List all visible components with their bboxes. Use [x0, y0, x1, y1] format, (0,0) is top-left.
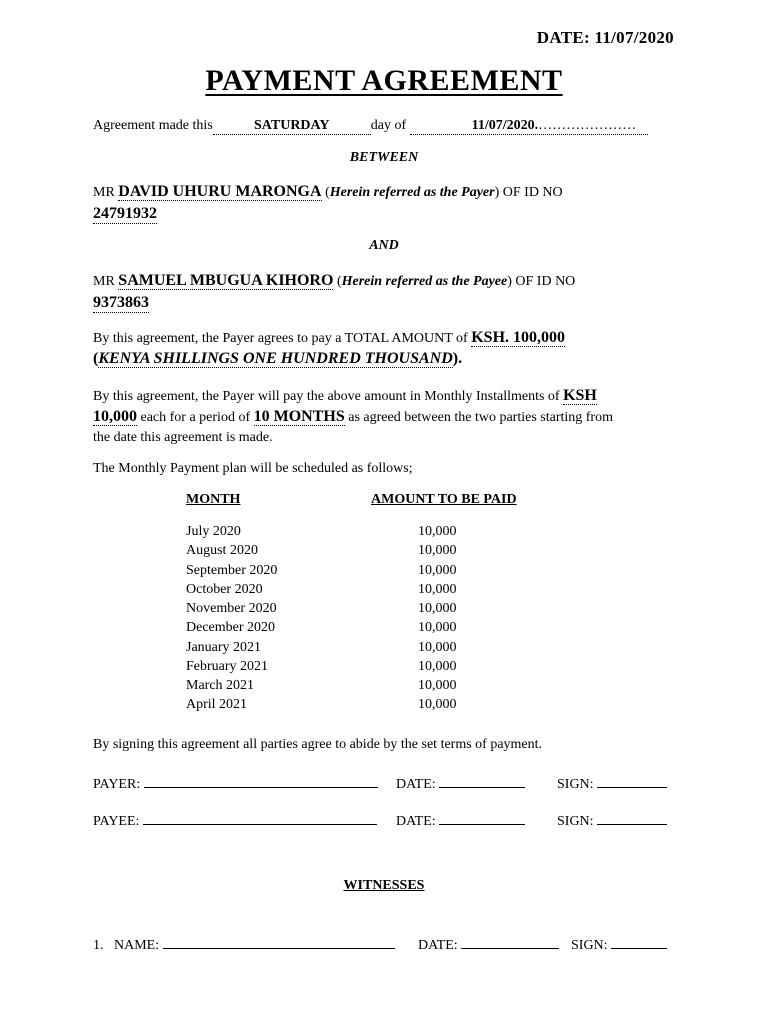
payee-role: Herein referred as the Payee	[341, 274, 508, 289]
intro-date-dots: …………………	[538, 118, 637, 133]
document-title: PAYMENT AGREEMENT	[205, 64, 563, 97]
schedule-amount: 10,000	[418, 601, 457, 616]
payee-line: MR SAMUEL MBUGUA KIHORO (Herein referred as the Payee) OF ID NO	[93, 272, 576, 289]
payee-signature-row	[93, 812, 377, 830]
schedule-amount: 10,000	[418, 543, 457, 558]
payee-prefix: MR	[93, 274, 115, 289]
and-label: AND	[369, 238, 399, 253]
payer-sign-label: SIGN:	[557, 777, 594, 792]
installments-line-3: the date this agreement is made.	[93, 430, 273, 445]
installment-amount-part-1: KSH	[563, 387, 597, 404]
witness-sign-field[interactable]	[611, 936, 667, 949]
payee-id-number: 9373863	[93, 294, 149, 311]
payee-sign-field[interactable]	[597, 812, 667, 825]
witness-date-label: DATE:	[418, 938, 458, 953]
plan-intro: The Monthly Payment plan will be scheduled as follows;	[93, 461, 413, 476]
witness-sign-row	[571, 936, 667, 954]
payer-id-label: OF ID NO	[502, 185, 563, 200]
total-words-line: (KENYA SHILLINGS ONE HUNDRED THOUSAND).	[93, 350, 463, 367]
payee-name-field[interactable]	[143, 812, 377, 825]
schedule-amount: 10,000	[418, 678, 457, 693]
witness-date-row	[418, 936, 559, 954]
payer-sign-field[interactable]	[597, 775, 667, 788]
installments-text-1: By this agreement, the Payer will pay the above amount in Monthly Installments of	[93, 389, 560, 404]
intro-line	[93, 118, 648, 135]
total-line	[93, 329, 565, 347]
schedule-header-amount: AMOUNT TO BE PAID	[371, 492, 517, 507]
payer-date-label: DATE:	[396, 777, 436, 792]
total-words: KENYA SHILLINGS ONE HUNDRED THOUSAND	[98, 350, 453, 367]
schedule-month: November 2020	[186, 601, 277, 616]
schedule-amount: 10,000	[418, 697, 457, 712]
installment-amount-part-2: 10,000	[93, 408, 137, 425]
total-amount: KSH. 100,000	[471, 329, 566, 346]
intro-day-of: day of	[370, 118, 407, 133]
payer-prefix: MR	[93, 185, 115, 200]
payee-date-label: DATE:	[396, 814, 436, 829]
payee-date-field[interactable]	[439, 812, 525, 825]
schedule-amount: 10,000	[418, 659, 457, 674]
payee-id-label: OF ID NO	[515, 274, 576, 289]
schedule-month: April 2021	[186, 697, 248, 712]
installments-text-3: as agreed between the two parties starting from	[348, 410, 613, 425]
payer-label: PAYER:	[93, 777, 141, 792]
installments-line-2	[93, 408, 613, 426]
schedule-month: March 2021	[186, 678, 255, 693]
document-date: DATE: 11/07/2020	[536, 28, 674, 47]
terms-statement: By signing this agreement all parties agree to abide by the set terms of payment.	[93, 737, 543, 752]
schedule-month: July 2020	[186, 524, 241, 539]
schedule-amount: 10,000	[418, 563, 457, 578]
schedule-month: December 2020	[186, 620, 276, 635]
schedule-header-month: MONTH	[186, 492, 241, 507]
schedule-amount: 10,000	[418, 640, 457, 655]
payer-name: DAVID UHURU MARONGA	[118, 183, 322, 200]
schedule-month: August 2020	[186, 543, 258, 558]
schedule-month: February 2021	[186, 659, 269, 674]
payee-sign-label: SIGN:	[557, 814, 594, 829]
schedule-month: October 2020	[186, 582, 263, 597]
schedule-month: September 2020	[186, 563, 278, 578]
witness-number: 1.	[93, 938, 104, 953]
schedule-amount: 10,000	[418, 582, 457, 597]
payer-id-number: 24791932	[93, 205, 157, 222]
witness-name-field[interactable]	[163, 936, 395, 949]
installments-text-2: each for a period of	[140, 410, 251, 425]
payer-line: MR DAVID UHURU MARONGA (Herein referred as the Payer) OF ID NO	[93, 183, 563, 200]
between-label: BETWEEN	[349, 150, 419, 165]
payee-date-row	[396, 812, 525, 830]
schedule-amount: 10,000	[418, 524, 457, 539]
schedule-month: January 2021	[186, 640, 262, 655]
payer-role: Herein referred as the Payer	[329, 185, 495, 200]
payer-name-field[interactable]	[144, 775, 378, 788]
payee-label: PAYEE:	[93, 814, 140, 829]
payer-signature-row	[93, 775, 378, 793]
intro-date-value: 11/07/2020.	[471, 118, 539, 133]
total-text: By this agreement, the Payer agrees to pay a TOTAL AMOUNT of	[93, 331, 468, 346]
witness-name-row	[93, 936, 395, 954]
witnesses-heading: WITNESSES	[343, 878, 425, 893]
intro-made-this: Agreement made this	[93, 118, 213, 133]
witness-date-field[interactable]	[461, 936, 559, 949]
installment-period: 10 MONTHS	[253, 408, 345, 425]
witness-sign-label: SIGN:	[571, 938, 608, 953]
payer-date-field[interactable]	[439, 775, 525, 788]
installments-line-1	[93, 387, 597, 405]
witness-name-label: NAME:	[114, 938, 160, 953]
payer-date-row	[396, 775, 525, 793]
intro-day-value: SATURDAY	[213, 119, 371, 135]
payee-name: SAMUEL MBUGUA KIHORO	[118, 272, 334, 289]
payee-sign-row	[557, 812, 667, 830]
intro-date-field	[410, 119, 648, 135]
payer-sign-row	[557, 775, 667, 793]
schedule-amount: 10,000	[418, 620, 457, 635]
